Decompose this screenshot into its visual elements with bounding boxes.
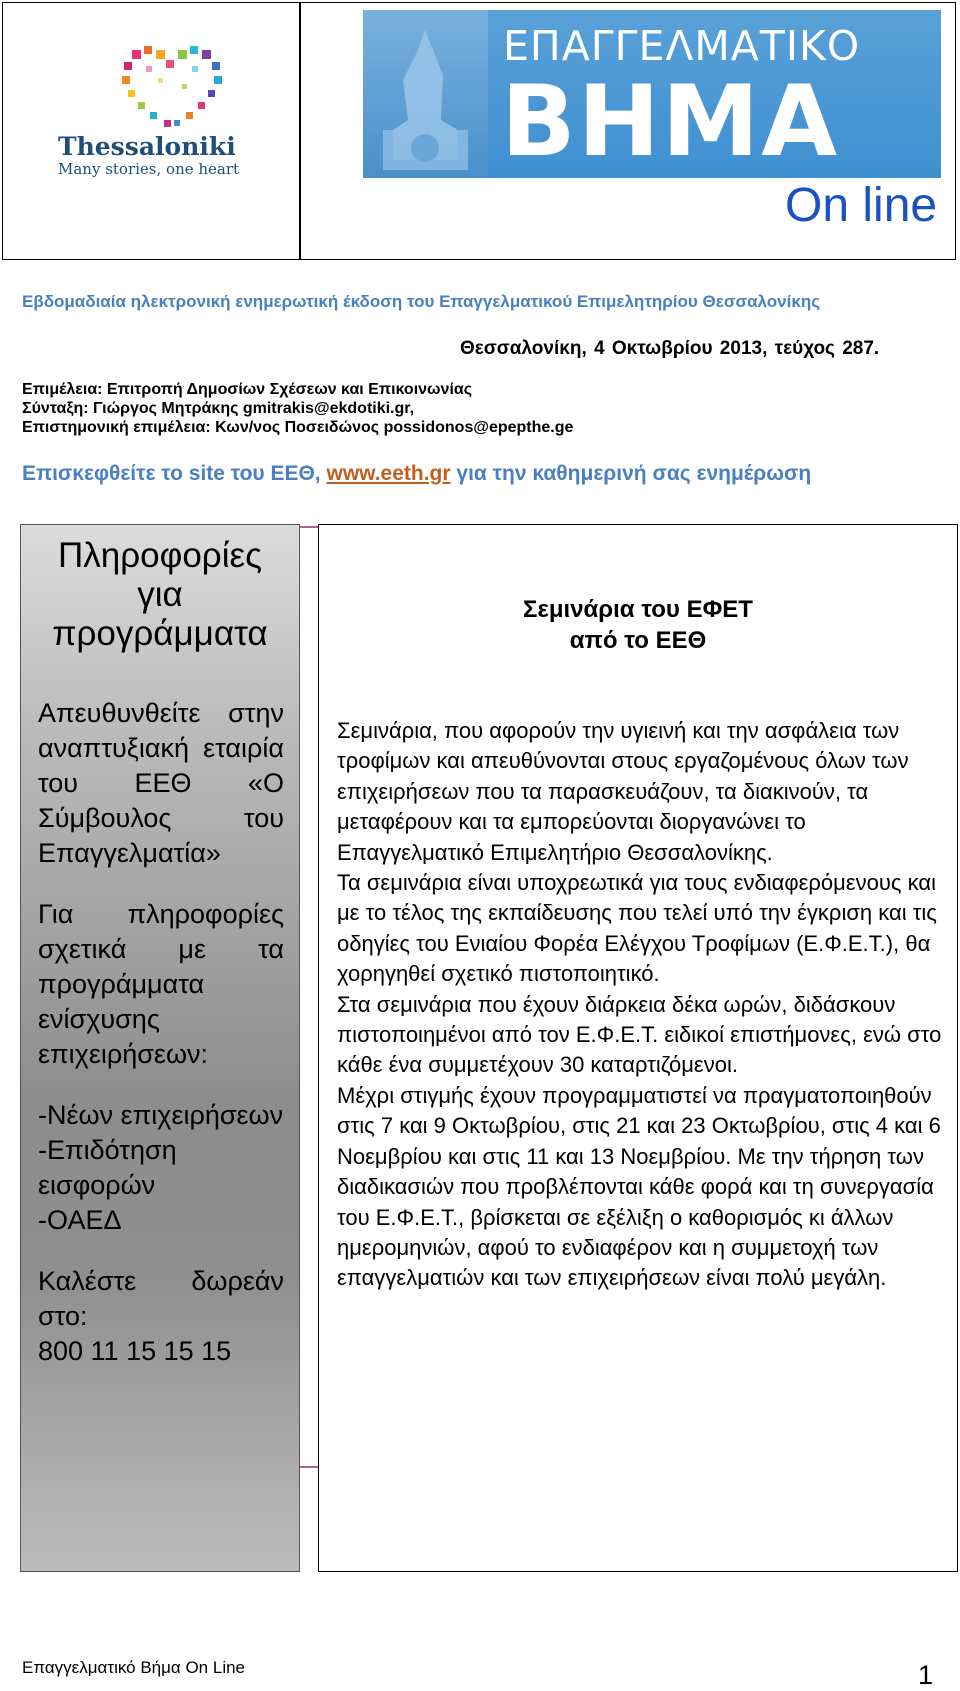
sidebar-title [20,536,300,653]
statue-icon [363,10,488,178]
site-link[interactable]: www.eeth.gr [326,462,451,485]
logo-tagline: Many stories, one heart [58,160,240,178]
article-paragraph: Μέχρι στιγμής έχουν προγραμματιστεί να πραγματοποιηθούν στις 7 και 9 Οκτωβρίου, στις 21 και 23 Οκτωβρίου, στις 4 και 6 Νοεμβρίου και στις 11 και 13 Νοεμβρίου. Με την τήρηση των διαδικασιών που προβλέπονται κάθε φορά και τη συνεργασία του Ε.Φ.Ε.Τ., βρίσκεται σε εξέλιξη ο καθορισμός κι άλλων ημερομηνιών, αφού το ενδιαφέρον και η συμμετοχή των επαγγελματιών και των επιχειρήσεων είναι πολύ μεγάλη. [337,1082,941,1291]
sidebar-title-line-3: προγράμματα [52,614,268,653]
sidebar-title-line-2: για [137,575,183,614]
visit-text-after: για την καθημερινή σας ενημέρωση [450,462,812,485]
visit-text-before: Επισκεφθείτε το site του ΕΕΘ, [22,462,327,485]
sidebar-contact-paragraph: Απευθυνθείτε στην αναπτυξιακή εταιρία του ΕΕΘ «Ο Σύμβουλος του Επαγγελματία» [38,698,284,868]
footer-label: Επαγγελματικό Βήμα On Line [22,1658,246,1677]
credits-line-2: Σύνταξη: Γιώργος Μητράκης gmitrakis@ekdotiki.gr, [22,400,415,417]
credits-line-1: Επιμέλεια: Επιτροπή Δημοσίων Σχέσεων και Επικοινωνίας [22,381,473,398]
sidebar-tick-top [300,526,318,528]
issue-dateline: Θεσσαλονίκη, 4 Οκτωβρίου 2013, τεύχος 287. [460,338,880,359]
sidebar-item: -Επιδότηση εισφορών [38,1135,177,1200]
sidebar-body [38,696,284,1369]
sidebar-call-label: Καλέστε δωρεάν στο: [38,1266,284,1331]
banner-main-text: ΒΗΜΑ [501,65,840,178]
sidebar-title-line-1: Πληροφορίες [58,536,262,575]
thessaloniki-heart-logo [118,44,226,132]
online-label: On line [785,179,938,232]
weekly-description: Εβδομαδιαία ηλεκτρονική ενημερωτική έκδοση του Επαγγελματικού Επιμελητηρίου Θεσσαλονίκης [22,292,821,311]
visit-line [22,462,811,486]
article-body [337,716,942,1294]
article-paragraph: Στα σεμινάρια που έχουν διάρκεια δέκα ωρών, διδάσκουν πιστοποιημένοι από τον Ε.Φ.Ε.Τ. ειδικοί επιστήμονες, ενώ στο κάθε ένα συμμετέχουν 30 καταρτιζόμενοι. [337,991,942,1078]
statue-image [363,10,488,178]
sidebar-tick-bottom [300,1466,318,1468]
masthead-divider [299,2,301,260]
article-paragraph: Σεμινάρια, που αφορούν την υγιεινή και την ασφάλεια των τροφίμων και απευθύνονται στους εργαζομένους όλων των επιχειρήσεων που τα παρασκευάζουν, τα διακινούν, τα μεταφέρουν και τα εμπορεύονται διοργανώνει το Επαγγελματικό Επιμελητήριο Θεσσαλονίκης. [337,718,909,865]
sidebar-phone: 800 11 15 15 15 [38,1336,232,1366]
sidebar-item: -Νέων επιχειρήσεων [38,1100,284,1130]
sidebar-info-paragraph: Για πληροφορίες σχετικά με τα προγράμματα ενίσχυσης επιχειρήσεων: [38,899,284,1069]
logo-wordmark: Thessaloniki [58,132,236,161]
credits [22,380,573,437]
article-paragraph: Τα σεμινάρια είναι υποχρεωτικά για τους ενδιαφερόμενους και με το τέλος της εκπαίδευσης που τελεί υπό την έγκριση και τις οδηγίες του Ενιαίου Φορέα Ελέγχου Τροφίμων (Ε.Φ.Ε.Τ.), θα χορηγηθεί σχετικό πιστοποιητικό. [337,870,937,987]
page-number: 1 [918,1660,934,1690]
article-title [318,594,958,656]
sidebar-item: -ΟΑΕΔ [38,1205,122,1235]
credits-line-3: Επιστημονική επιμέλεια: Κων/νος Ποσειδώνος possidonos@epepthe.ge [22,419,574,436]
banner [363,10,941,178]
article-title-line-2: από το ΕΕΘ [569,627,707,654]
article-title-line-1: Σεμινάρια του ΕΦΕΤ [523,596,753,623]
banner-top-text: ΕΠΑΓΓΕΛΜΑΤΙΚΟ [503,22,861,70]
